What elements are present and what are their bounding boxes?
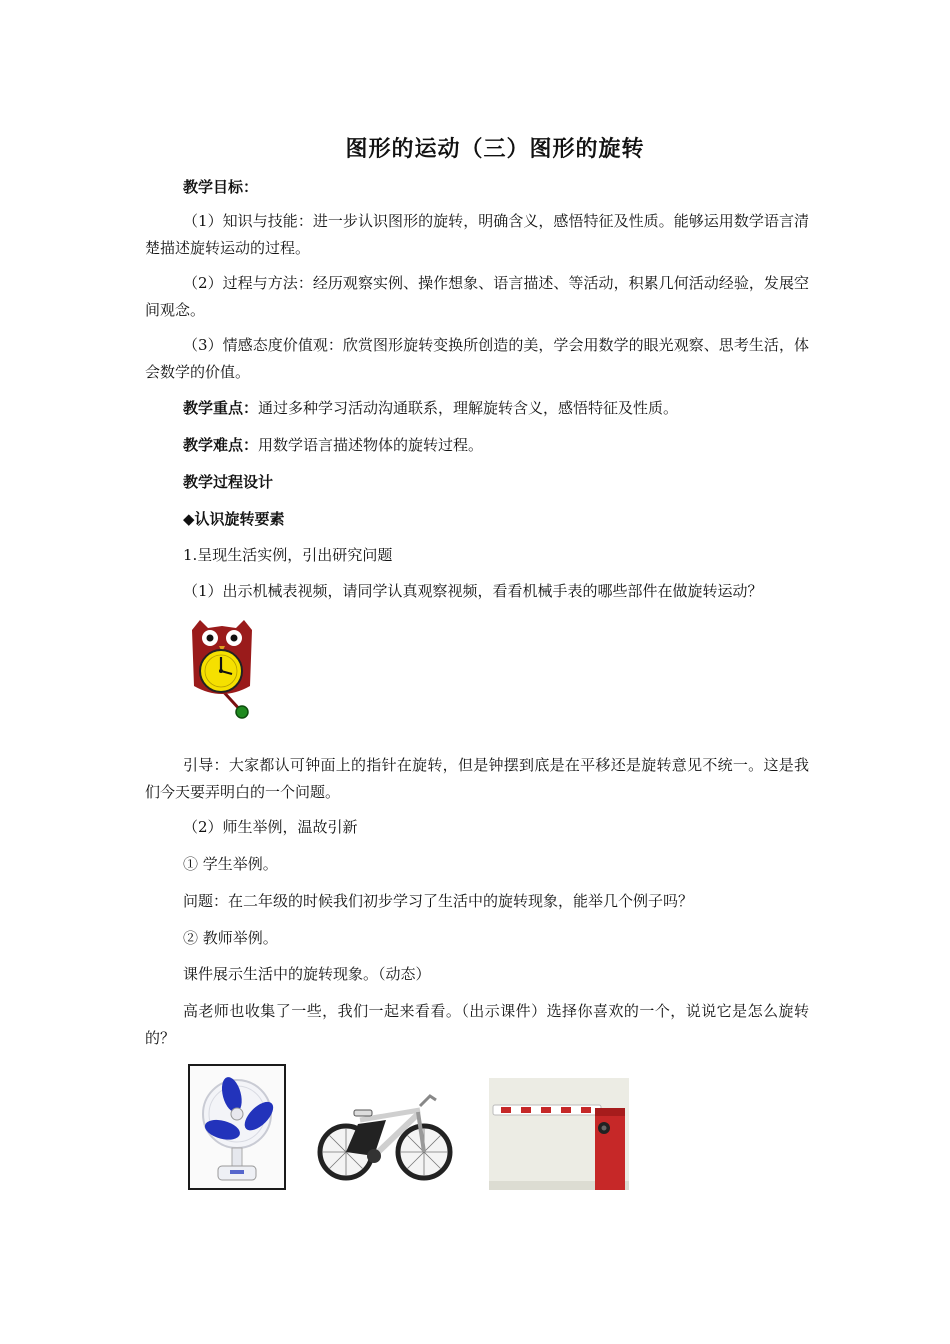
difficult-point-label: 教学难点：: [183, 436, 259, 454]
section-heading: ◆认识旋转要素: [183, 510, 285, 528]
step-2: （2）师生举例，温故引新: [183, 818, 358, 836]
objective-3: （3）情感态度价值观：欣赏图形旋转变换所创造的美，学会用数学的眼光观察、思考生活，体会数学的价值。: [145, 336, 809, 381]
key-point: [183, 396, 678, 420]
process-heading: 教学过程设计: [183, 473, 274, 491]
page-title: 图形的运动（三）图形的旋转: [345, 137, 645, 162]
fan-image: [188, 1064, 286, 1190]
guide-paragraph: 引导：大家都认可钟面上的指针在旋转，但是钟摆到底是在平移还是旋转意见不统一。这是我们今天要弄明白的一个问题。: [145, 756, 809, 801]
bicycle-image: [316, 1090, 454, 1182]
key-point-text: 通过多种学习活动沟通联系，理解旋转含义，感悟特征及性质。: [258, 399, 679, 417]
objectives-heading: 教学目标：: [183, 178, 259, 196]
courseware-line: 课件展示生活中的旋转现象。（动态）: [183, 965, 431, 983]
teacher-example: ② 教师举例。: [183, 929, 278, 947]
key-point-label: 教学重点：: [183, 399, 259, 417]
objective-1: （1）知识与技能：进一步认识图形的旋转，明确含义，感悟特征及性质。能够运用数学语言清楚描述旋转运动的过程。: [145, 212, 809, 257]
student-example: ① 学生举例。: [183, 855, 278, 873]
question-text: 问题：在二年级的时候我们初步学习了生活中的旋转现象，能举几个例子吗？: [183, 892, 694, 910]
teacher-paragraph: 高老师也收集了一些，我们一起来看看。（出示课件）选择你喜欢的一个，说说它是怎么旋转的？: [145, 1002, 809, 1047]
objective-2: （2）过程与方法：经历观察实例、操作想象、语言描述、等活动，积累几何活动经验，发展空间观念。: [145, 274, 809, 319]
question-1: （1）出示机械表视频，请同学认真观察视频，看看机械手表的哪些部件在做旋转运动？: [183, 582, 763, 600]
barrier-image: [489, 1078, 629, 1190]
step-1: 1.呈现生活实例，引出研究问题: [183, 546, 393, 564]
difficult-point-text: 用数学语言描述物体的旋转过程。: [258, 436, 484, 454]
difficult-point: [183, 433, 483, 457]
owl-clock-image: [186, 616, 258, 722]
